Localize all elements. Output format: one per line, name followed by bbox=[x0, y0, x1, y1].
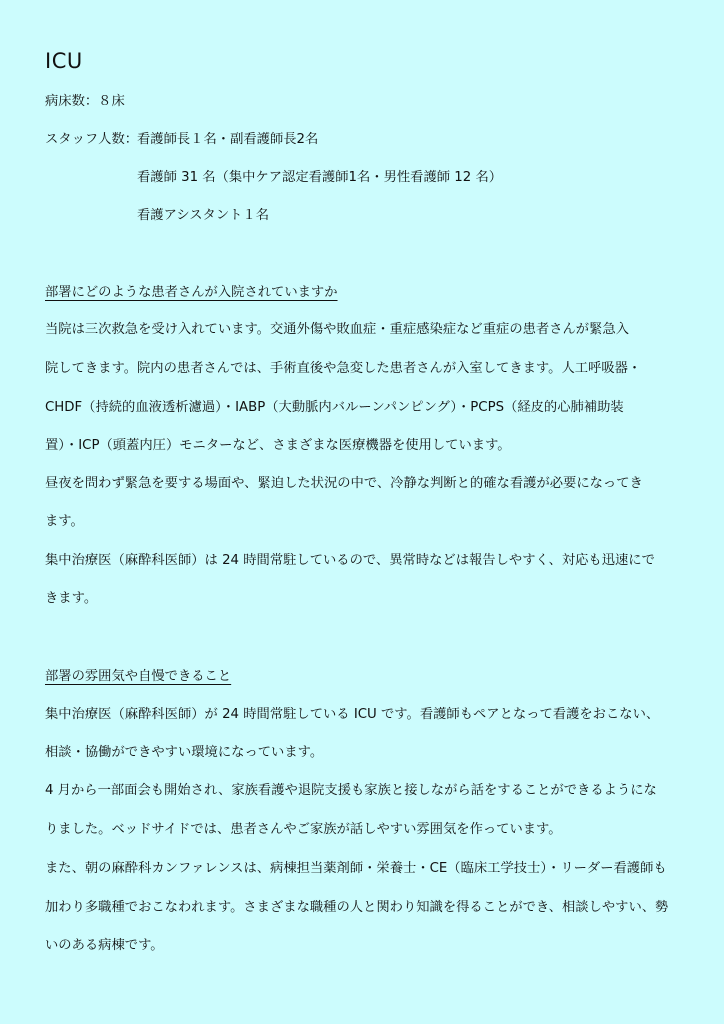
section1-paragraph-line: きます。 bbox=[45, 591, 98, 606]
section1-paragraph-line: 置）・ICP（頭蓋内圧）モニターなど、さまざまな医療機器を使用しています。 bbox=[45, 438, 511, 453]
staff-count-line-2: 看護師 31 名（集中ケア認定看護師1名・男性看護師 12 名） bbox=[137, 170, 503, 185]
staff-count-line-1: 看護師長１名・副看護師長2名 bbox=[137, 132, 319, 147]
section1-paragraph-line: 集中治療医（麻酔科医師）は 24 時間常駐しているので、異常時などは報告しやすく、対応も迅速にで bbox=[45, 553, 655, 568]
staff-count-line-3: 看護アシスタント１名 bbox=[137, 208, 270, 223]
section-heading-atmosphere: 部署の雰囲気や自慢できること bbox=[45, 669, 232, 684]
section2-paragraph-line: いのある病棟です。 bbox=[45, 938, 164, 953]
section2-paragraph-line: 相談・協働ができやすい環境になっています。 bbox=[45, 745, 324, 760]
staff-count-label: スタッフ人数： bbox=[45, 132, 139, 147]
section2-paragraph-line: 加わり多職種でおこなわれます。さまざまな職種の人と関わり知識を得ることができ、相談しやすい、勢 bbox=[45, 900, 669, 915]
bed-count: 病床数：８床 bbox=[45, 94, 125, 109]
section2-paragraph-line: また、朝の麻酔科カンファレンスは、病棟担当薬剤師・栄養士・CE（臨床工学技士）・リーダー看護師も bbox=[45, 861, 667, 876]
section1-paragraph-line: 昼夜を問わず緊急を要する場面や、緊迫した状況の中で、冷静な判断と的確な看護が必要になってき bbox=[45, 476, 643, 491]
section2-paragraph-line: 集中治療医（麻酔科医師）が 24 時間常駐している ICU です。看護師もペアとなって看護をおこない、 bbox=[45, 707, 660, 722]
section-heading-patients: 部署にどのような患者さんが入院されていますか bbox=[45, 285, 338, 300]
section1-paragraph-line: CHDF（持続的血液透析濾過）・IABP（大動脈内バルーンパンピング）・PCPS（経皮的心肺補助装 bbox=[45, 400, 624, 415]
section2-paragraph-line: りました。ベッドサイドでは、患者さんやご家族が話しやすい雰囲気を作っています。 bbox=[45, 822, 562, 837]
section1-paragraph-line: ます。 bbox=[45, 514, 84, 529]
page-title: ICU bbox=[45, 49, 83, 73]
section2-paragraph-line: 4 月から一部面会も開始され、家族看護や退院支援も家族と接しながら話をすることができるようにな bbox=[45, 783, 657, 798]
section1-paragraph-line: 院してきます。院内の患者さんでは、手術直後や急変した患者さんが入室してきます。人工呼吸器・ bbox=[45, 361, 642, 376]
section1-paragraph-line: 当院は三次救急を受け入れています。交通外傷や敗血症・重症感染症など重症の患者さんが緊急入 bbox=[45, 322, 629, 337]
